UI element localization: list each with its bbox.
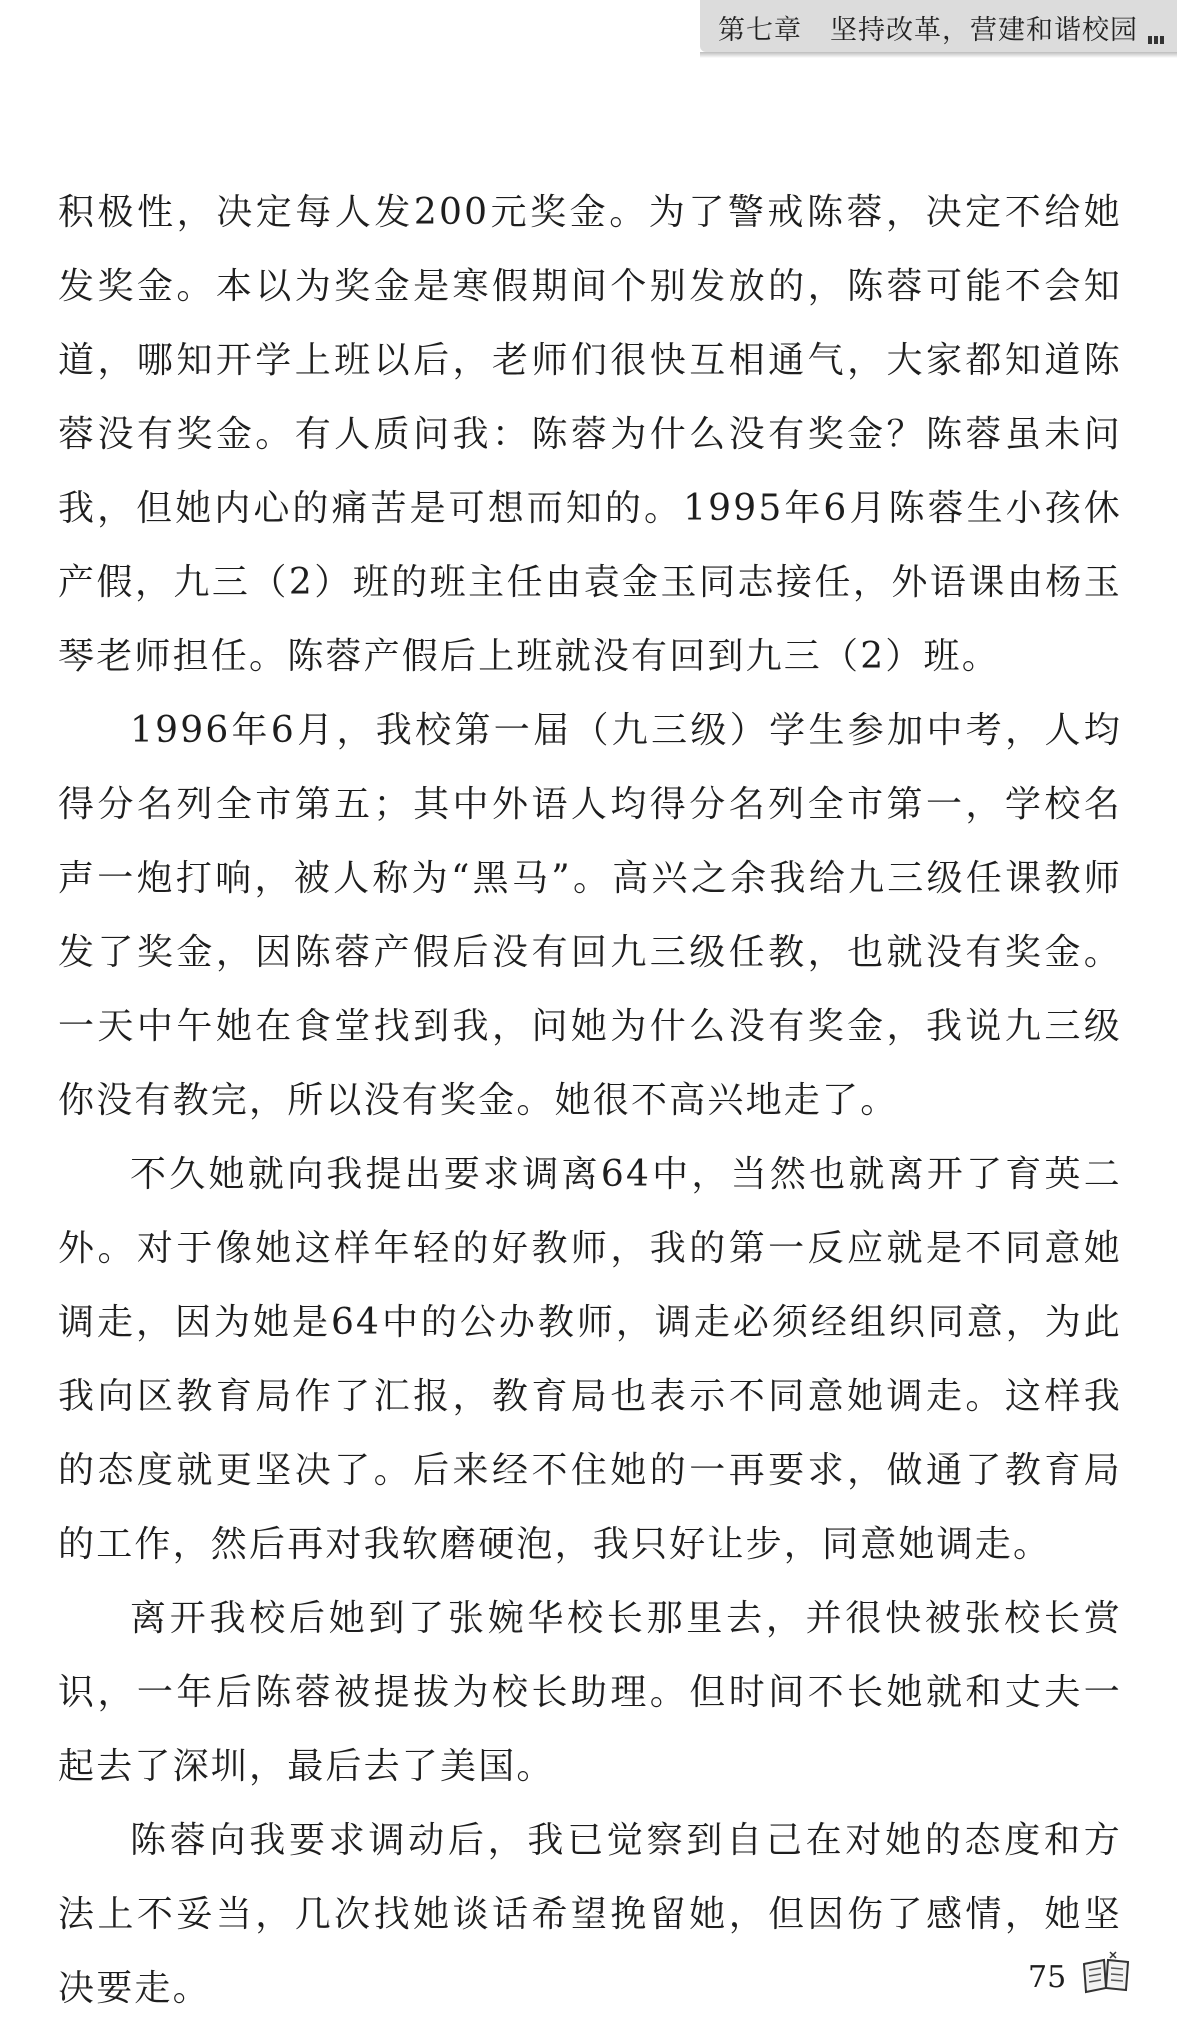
paragraph-5: 陈蓉向我要求调动后，我已觉察到自己在对她的态度和方法上不妥当，几次找她谈话希望挽留她，但因伤了感情，她坚决要走。 — [58, 1820, 1122, 2009]
chapter-title: 第七章 坚持改革，营建和谐校园 — [718, 15, 1138, 46]
header-decoration — [1148, 36, 1164, 44]
page-body — [58, 176, 1122, 2026]
paragraph-1: 积极性，决定每人发200元奖金。为了警戒陈蓉，决定不给她发奖金。本以为奖金是寒假期间个别发放的，陈蓉可能不会知道，哪知开学上班以后，老师们很快互相通气，大家都知道陈蓉没有奖金。有人质问我：陈蓉为什么没有奖金？陈蓉虽未问我，但她内心的痛苦是可想而知的。1995年6月陈蓉生小孩休产假，九三（2）班的班主任由袁金玉同志接任，外语课由杨玉琴老师担任。陈蓉产假后上班就没有回到九三（2）班。 — [58, 192, 1122, 677]
page-number: 75 — [1028, 1960, 1067, 1995]
paragraph-3: 不久她就向我提出要求调离64中，当然也就离开了育英二外。对于像她这样年轻的好教师，我的第一反应就是不同意她调走，因为她是64中的公办教师，调走必须经组织同意，为此我向区教育局作了汇报，教育局也表示不同意她调走。这样我的态度就更坚决了。后来经不住她的一再要求，做通了教育局的工作，然后再对我软磨硬泡，我只好让步，同意她调走。 — [58, 1154, 1122, 1565]
paragraph-4: 离开我校后她到了张婉华校长那里去，并很快被张校长赏识，一年后陈蓉被提拔为校长助理。但时间不长她就和丈夫一起去了深圳，最后去了美国。 — [58, 1598, 1122, 1787]
paragraph-2: 1996年6月，我校第一届（九三级）学生参加中考，人均得分名列全市第五；其中外语人均得分名列全市第一，学校名声一炮打响，被人称为“黑马”。高兴之余我给九三级任课教师发了奖金，因陈蓉产假后没有回九三级任教，也就没有奖金。一天中午她在食堂找到我，问她为什么没有奖金，我说九三级你没有教完，所以没有奖金。她很不高兴地走了。 — [58, 710, 1122, 1121]
book-icon — [1080, 1950, 1132, 1994]
